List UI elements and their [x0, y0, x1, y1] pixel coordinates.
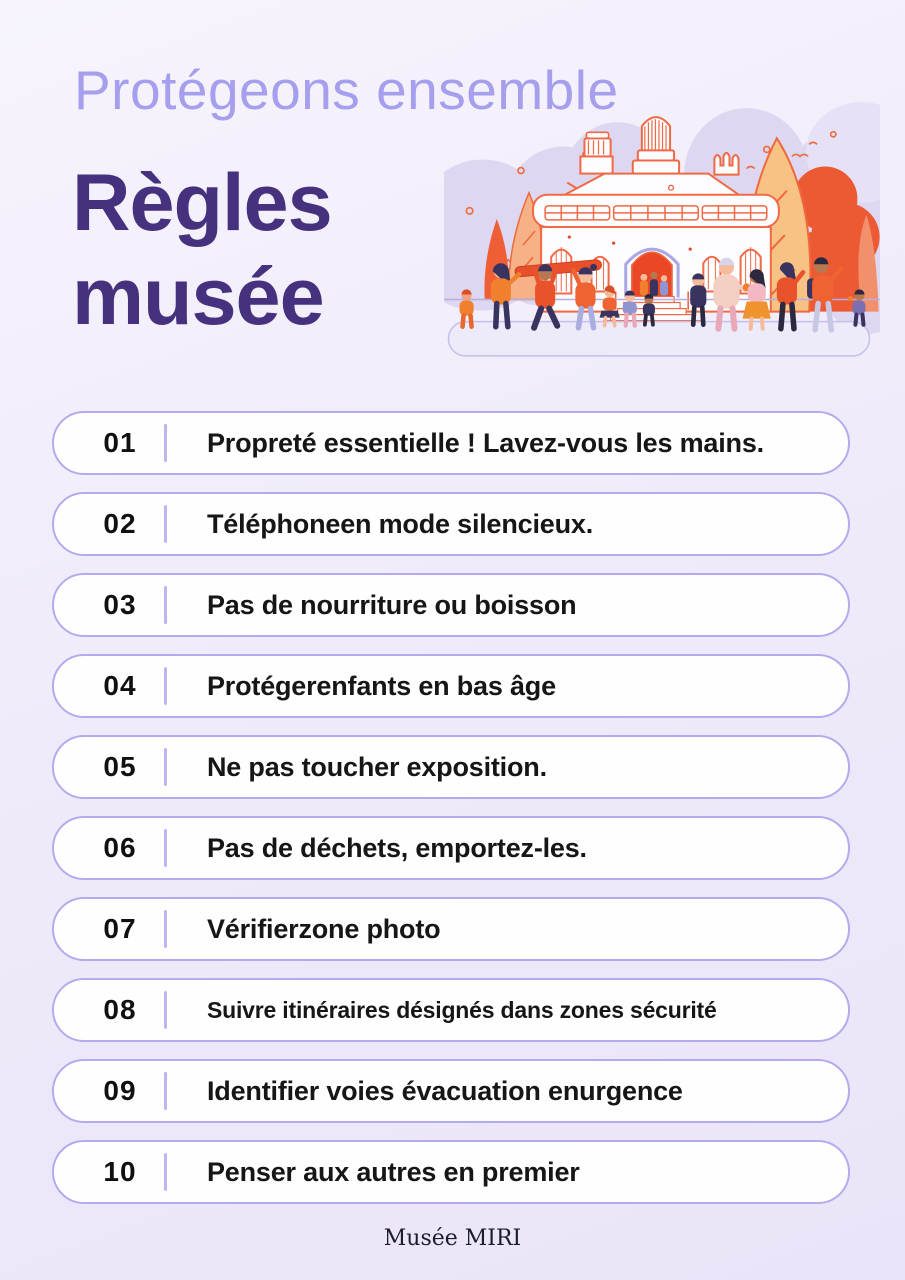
rule-divider	[164, 424, 167, 462]
rule-card-07	[52, 897, 850, 961]
rule-divider	[164, 667, 167, 705]
rule-divider	[164, 1153, 167, 1191]
poster-title-line1: Règles	[72, 158, 332, 248]
rule-number: 05	[103, 751, 137, 782]
rule-number: 04	[103, 670, 137, 701]
rule-number: 02	[103, 508, 137, 539]
person-figure	[690, 273, 706, 324]
rule-divider	[164, 910, 167, 948]
rule-divider	[164, 991, 167, 1029]
rule-text: Suivre itinéraires désignés dans zones sécurité	[207, 996, 717, 1023]
rule-number: 07	[103, 913, 137, 944]
rule-text: Pas de nourriture ou boisson	[207, 589, 577, 620]
person-figure	[534, 264, 557, 327]
rule-number: 03	[103, 589, 137, 620]
museum-illustration-svg	[444, 94, 880, 366]
entrance-door	[626, 249, 678, 297]
museum-crenellation	[714, 153, 738, 175]
rule-text: Téléphoneen mode silencieux.	[207, 508, 594, 539]
museum-illustration	[444, 94, 880, 366]
rule-card-06	[52, 816, 850, 880]
rule-number: 09	[103, 1075, 137, 1106]
museum-name-footer: Musée MIRI	[383, 1226, 522, 1251]
rule-card-01	[52, 411, 850, 475]
rule-card-05	[52, 735, 850, 799]
rule-card-03	[52, 573, 850, 637]
rule-divider	[164, 505, 167, 543]
rule-text: Protégerenfants en bas âge	[207, 670, 556, 701]
rules-list	[52, 411, 850, 1221]
rule-divider	[164, 829, 167, 867]
rule-number: 06	[103, 832, 137, 863]
rule-number: 10	[103, 1156, 137, 1187]
poster-title-line2: musée	[72, 252, 324, 342]
rule-divider	[164, 748, 167, 786]
ground-platform	[448, 322, 869, 356]
poster-title	[72, 156, 332, 344]
facade-windows-row	[545, 206, 767, 220]
rule-card-04	[52, 654, 850, 718]
rule-card-08	[52, 978, 850, 1042]
rule-card-02	[52, 492, 850, 556]
rule-text: Vérifierzone photo	[207, 913, 441, 944]
museum-chimney	[580, 132, 612, 173]
rule-divider	[164, 1072, 167, 1110]
rule-number: 01	[103, 427, 137, 458]
rule-card-09	[52, 1059, 850, 1123]
rule-text: Pas de déchets, emportez-les.	[207, 832, 587, 863]
poster-subtitle: Protégeons ensemble	[74, 59, 619, 121]
rule-text: Identifier voies évacuation enurgence	[207, 1075, 683, 1106]
rule-card-10	[52, 1140, 850, 1204]
doorway-figures	[640, 272, 668, 297]
rule-divider	[164, 586, 167, 624]
rule-text: Penser aux autres en premier	[207, 1156, 580, 1187]
rule-text: Propreté essentielle ! Lavez-vous les mains.	[207, 427, 764, 458]
rule-text: Ne pas toucher exposition.	[207, 751, 547, 782]
rule-number: 08	[103, 994, 137, 1025]
